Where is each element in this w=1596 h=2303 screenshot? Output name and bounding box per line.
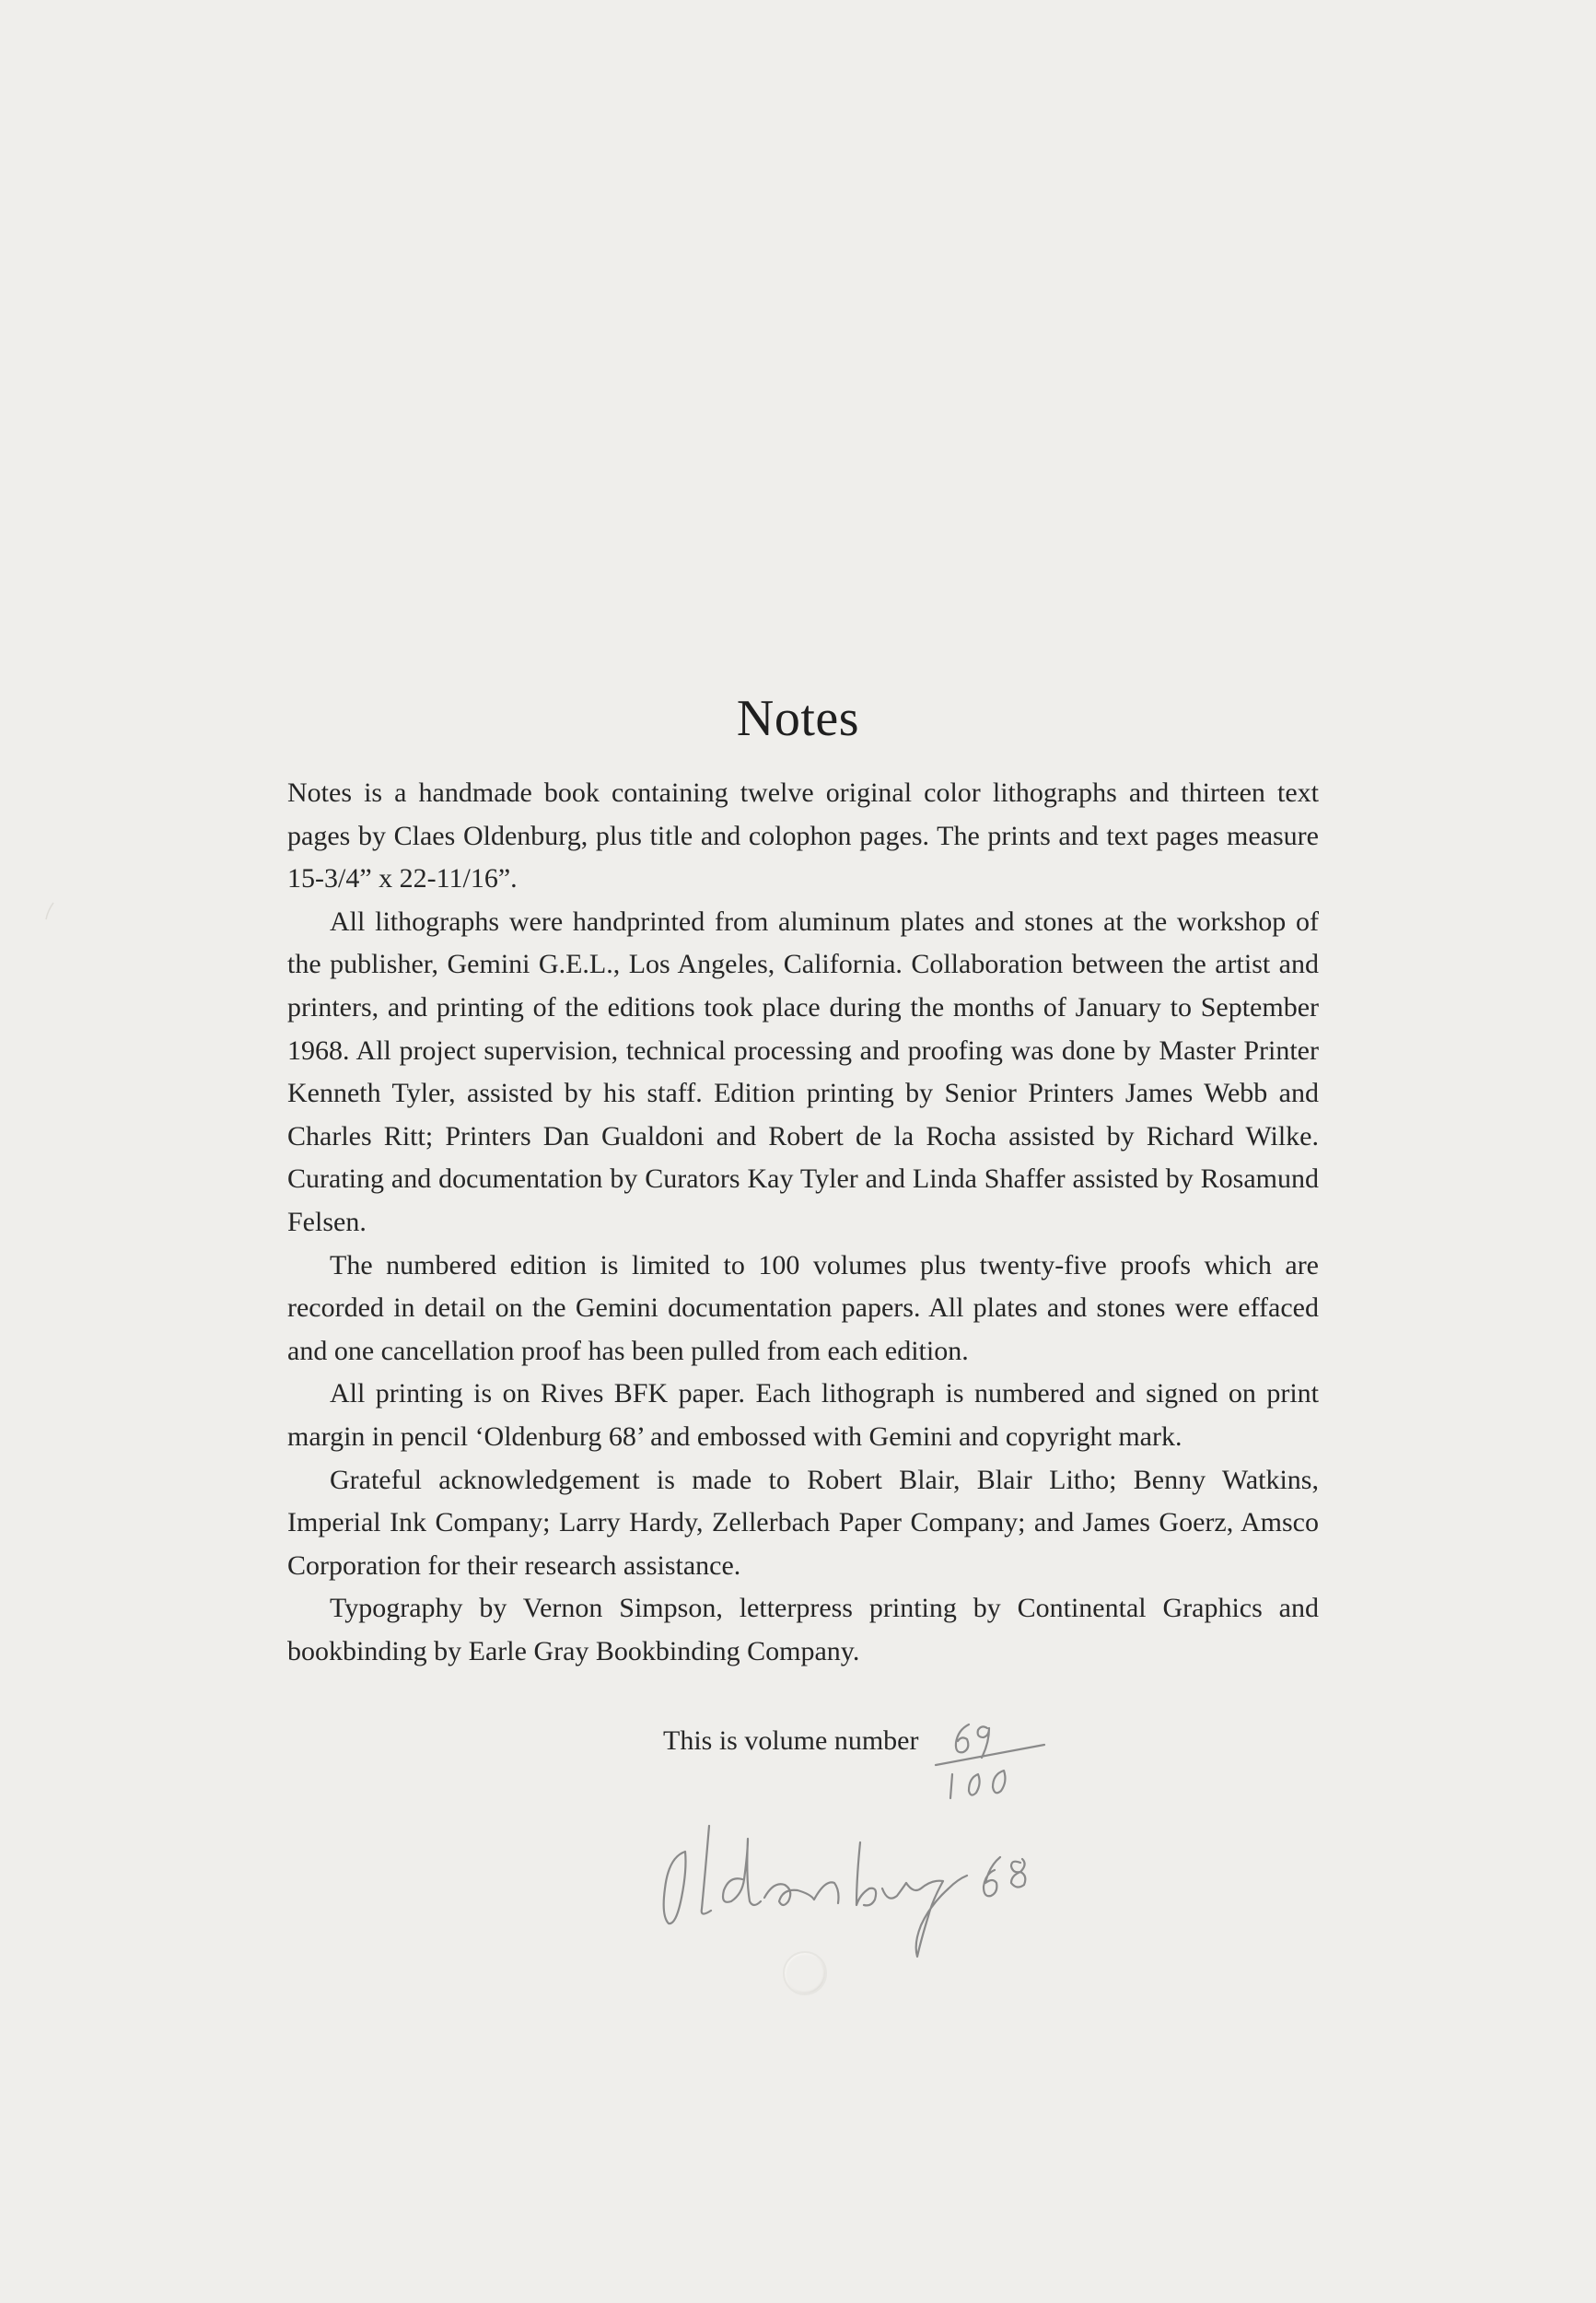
paragraph-acknowledgement: Grateful acknowledgement is made to Robert Blair, Blair Litho; Benny Watkins, Imperial Ink Company; Larry Hardy, Zellerbach Paper Company; and James Goerz, Amsco Corporation for their research assistance. (287, 1464, 1319, 1581)
handwritten-volume-number (936, 1724, 1044, 1798)
paragraph-paper: All printing is on Rives BFK paper. Each lithograph is numbered and signed on print margin in pencil ‘Oldenburg 68’ and embossed with Gemini and copyright mark. (287, 1378, 1319, 1452)
paragraph-edition: The numbered edition is limited to 100 volumes plus twenty-five proofs which are recorded in detail on the Gemini documentation papers. All plates and stones were effaced and one cancellation proof has been pulled from each edition. (287, 1249, 1319, 1366)
paragraph-intro: Notes is a handmade book containing twelve original color lithographs and thirteen text pages by Claes Oldenburg, plus title and colophon pages. The prints and text pages measure 15-3/4” x 22-11/16”. (287, 777, 1319, 894)
paragraph-printing: All lithographs were handprinted from aluminum plates and stones at the workshop of the publisher, Gemini G.E.L., Los Angeles, California. Collaboration between the artist and printers, and printing of the editions took place during the months of January to September 1968. All project supervision, technical processing and proofing was done by Master Printer Kenneth Tyler, assisted by his staff. Edition printing by Senior Printers James Webb and Charles Ritt; Printers Dan Gualdoni and Robert de la Rocha assisted by Richard Wilke. Curating and documentation by Curators Kay Tyler and Linda Shaffer assisted by Rosamund Felsen. (287, 906, 1319, 1237)
artist-signature (664, 1826, 1026, 1957)
volume-label: This is volume number (663, 1725, 919, 1756)
paragraph-typography: Typography by Vernon Simpson, letterpress printing by Continental Graphics and bookbinding by Earle Gray Bookbinding Company. (287, 1593, 1319, 1666)
page-title: Notes (736, 690, 860, 747)
embossed-chop-mark (783, 1951, 827, 1995)
